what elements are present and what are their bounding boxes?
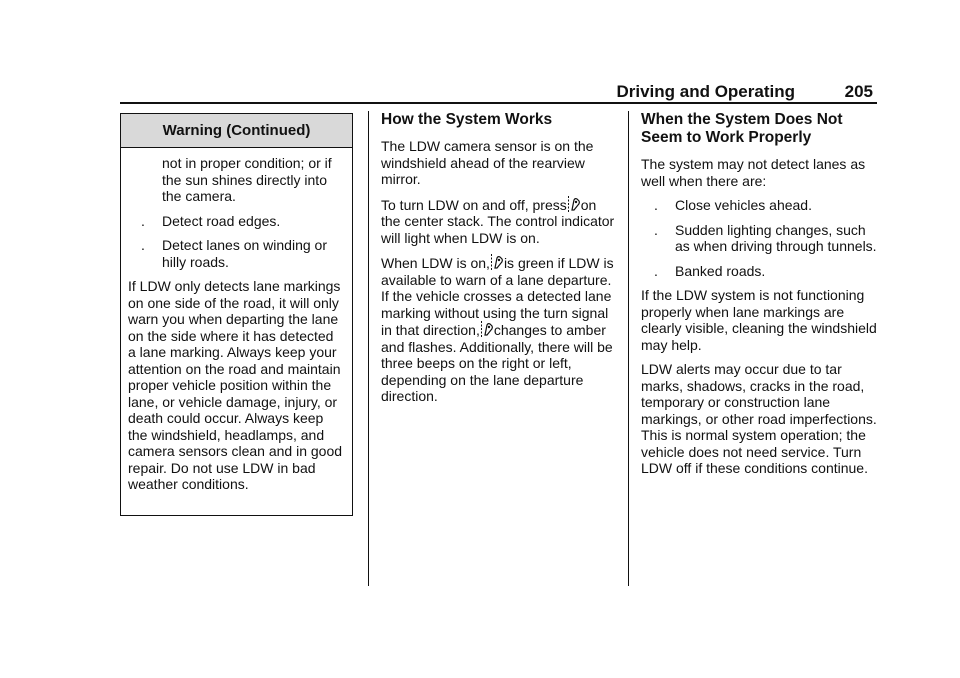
column-divider bbox=[628, 111, 629, 586]
paragraph-text: When LDW is on, bbox=[381, 255, 490, 271]
page-header bbox=[120, 82, 877, 104]
bullet-marker: . bbox=[141, 237, 145, 253]
list-item-text: Sudden lighting changes, such as when driving through tunnels. bbox=[675, 221, 877, 254]
list-item bbox=[128, 213, 344, 230]
how-it-works-section bbox=[381, 111, 616, 413]
list-item bbox=[128, 237, 344, 270]
paragraph-text: changes to amber and flashes. Additionally, there will be three beeps on the right or left, depending on the lane departure direction. bbox=[381, 322, 613, 404]
paragraph: If the LDW system is not functioning properly when lane markings are clearly visible, cleaning the windshield may help. bbox=[641, 287, 877, 353]
lane-departure-warning-icon bbox=[480, 321, 494, 338]
warning-paragraph: If LDW only detects lane markings on one side of the road, it will only warn you when departing the lane on the side where it has detected a lane marking. Always keep your attention on the road and maintain proper vehicle position within the lane, or vehicle damage, injury, or death could occur. Always keep the windshield, headlamps, and camera sensors clean and in good repair. Do not use LDW in bad weather conditions. bbox=[128, 278, 343, 492]
bullet-marker: . bbox=[654, 262, 658, 279]
warning-body bbox=[121, 148, 352, 493]
paragraph bbox=[381, 196, 616, 247]
list-item-text: Detect lanes on winding or hilly roads. bbox=[162, 237, 327, 270]
paragraph: The system may not detect lanes as well when there are: bbox=[641, 156, 866, 189]
section-heading: When the System Does Not Seem to Work Properly bbox=[641, 111, 843, 146]
list-item-text: Detect road edges. bbox=[162, 212, 281, 229]
paragraph: The LDW camera sensor is on the windshield ahead of the rearview mirror. bbox=[381, 138, 594, 187]
warning-title: Warning (Continued) bbox=[121, 114, 352, 148]
page-number: 205 bbox=[844, 82, 873, 101]
list-item-text: Close vehicles ahead. bbox=[675, 197, 812, 213]
bullet-marker: . bbox=[141, 212, 145, 229]
lane-departure-warning-icon bbox=[567, 196, 581, 213]
list-item bbox=[641, 222, 877, 255]
paragraph-text: is green if LDW is available to warn of a lane departure. If the vehicle crosses a detected lane marking without using the turn signal in that direction, bbox=[381, 255, 614, 338]
header-rule bbox=[120, 102, 877, 104]
paragraph: LDW alerts may occur due to tar marks, shadows, cracks in the road, temporary or construction lane markings, or other road imperfections. This is normal system operation; the vehicle does not need service. Turn LDW off if these conditions continue. bbox=[641, 361, 877, 476]
section-heading: How the System Works bbox=[381, 111, 553, 128]
bullet-marker: . bbox=[654, 221, 658, 238]
paragraph-text: To turn LDW on and off, press bbox=[381, 196, 567, 213]
list-item-text: Banked roads. bbox=[675, 262, 766, 279]
not-working-section bbox=[641, 111, 877, 485]
paragraph bbox=[381, 254, 616, 405]
list-item bbox=[641, 263, 877, 280]
bullet-marker: . bbox=[654, 197, 658, 213]
section-title: Driving and Operating bbox=[616, 82, 795, 101]
list-item bbox=[641, 197, 877, 214]
paragraph-text: on the center stack. The control indicator will light when LDW is on. bbox=[381, 196, 615, 246]
warning-continuation: not in proper condition; or if the sun shines directly into the camera. bbox=[162, 155, 332, 204]
warning-box bbox=[120, 113, 353, 516]
column-divider bbox=[368, 111, 369, 586]
lane-departure-warning-icon bbox=[490, 254, 504, 271]
